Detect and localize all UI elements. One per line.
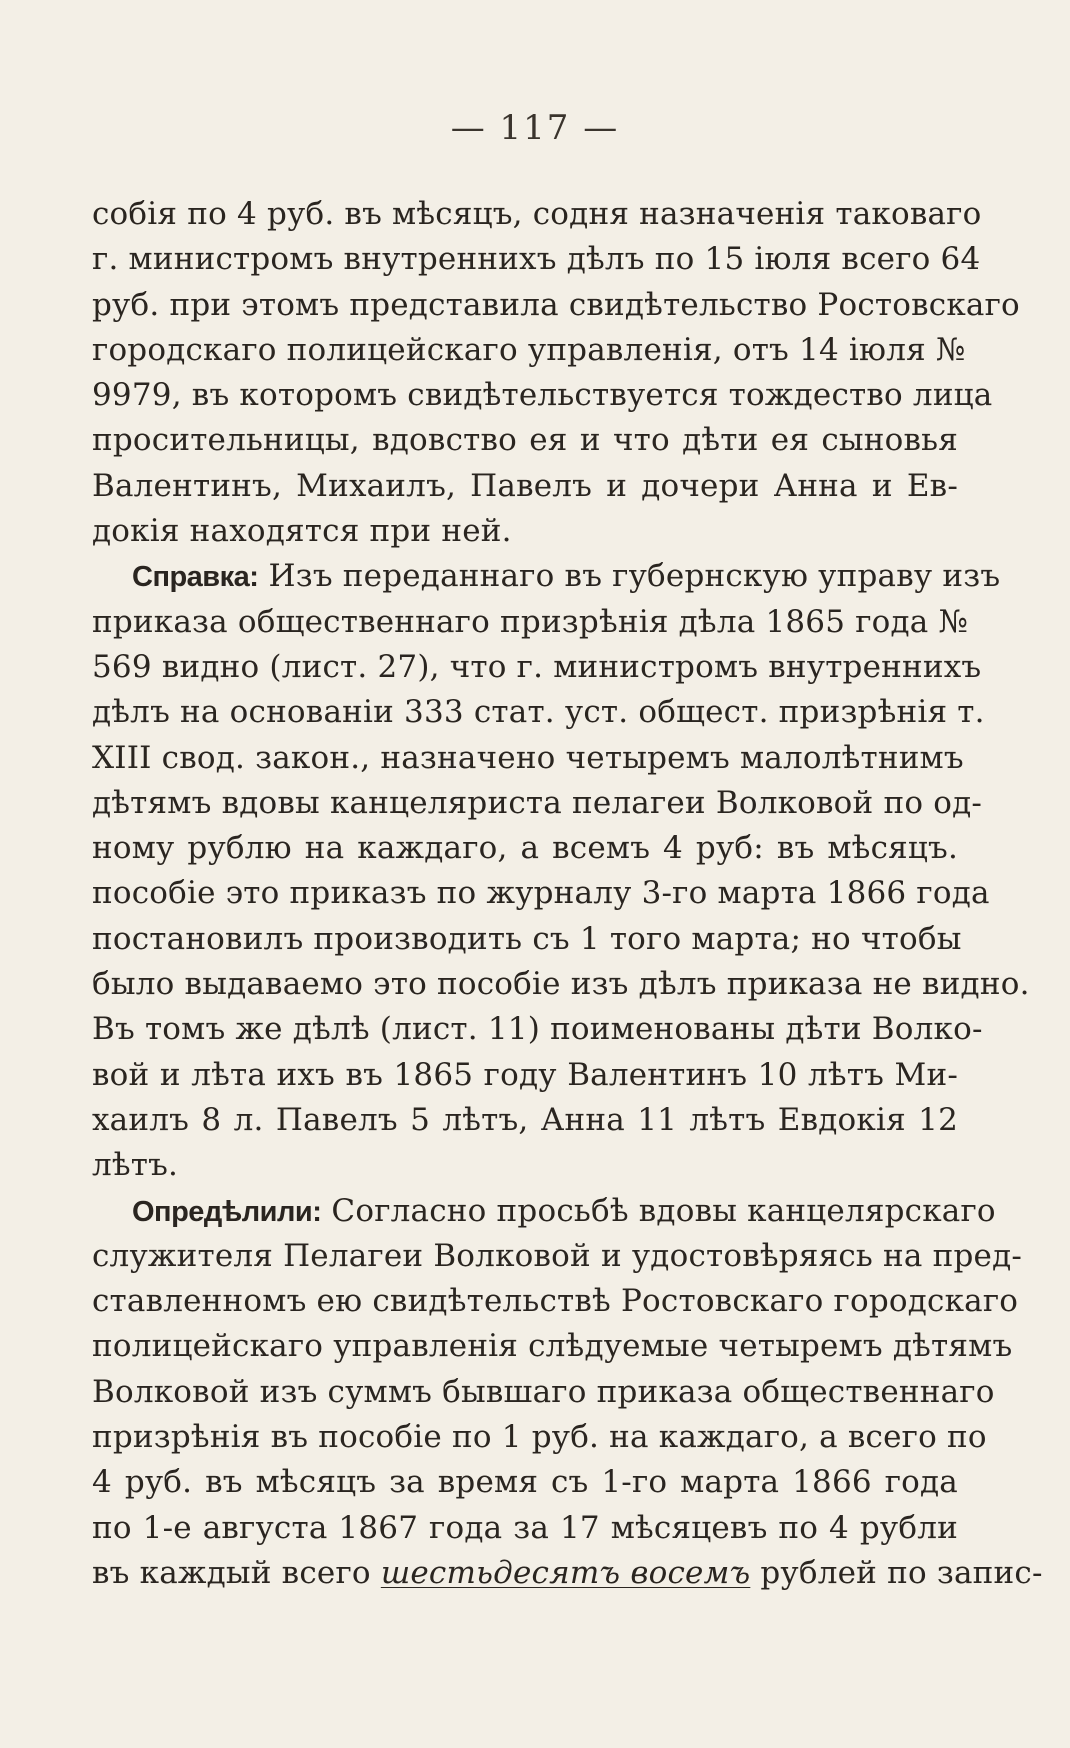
text-line: приказа общественнаго призрѣнія дѣла 1865 года № [92,603,969,640]
text-line: просительницы, вдовство ея и что дѣти ея сыновья [92,422,958,459]
text-line: 569 видно (лист. 27), что г. министромъ внутреннихъ [92,648,982,685]
text-line: докія находятся при ней. [92,513,512,550]
text-line: Валентинъ, Михаилъ, Павелъ и дочери Анна и Ев- [92,467,958,504]
text-line: призрѣнія въ пособіе по 1 руб. на каждаго, а всего по [92,1419,987,1456]
text-span: Согласно просьбѣ вдовы канцелярскаго [321,1192,996,1229]
text-line: лѣтъ. [92,1147,179,1184]
text-line: пособіе это приказъ по журналу 3-го марта 1866 года [92,875,990,912]
paragraph-first-line [92,1189,996,1234]
text-line: служителя Пелагеи Волковой и удостовѣряясь на пред- [92,1237,1023,1274]
text-line: ставленномъ ею свидѣтельствѣ Ростовскаго городскаго [92,1283,1019,1320]
section-heading-opredelili: Опредѣлили: [132,1195,322,1228]
text-line: руб. при этомъ представила свидѣтельство Ростовскаго [92,286,1020,323]
text-line: XIII свод. закон., назначено четыремъ малолѣтнимъ [92,739,964,776]
paragraph-first-line [92,554,1001,599]
text-line: 4 руб. въ мѣсяцъ за время съ 1-го марта 1866 года [92,1464,958,1501]
text-line: полицейскаго управленія слѣдуемые четыремъ дѣтямъ [92,1328,1013,1365]
text-span: Изъ переданнаго въ губернскую управу изъ [258,558,1001,595]
text-line: по 1-е августа 1867 года за 17 мѣсяцевъ по 4 рубли [92,1509,958,1546]
text-line: дѣтямъ вдовы канцеляриста пелагеи Волковой по од- [92,784,983,821]
text-line: Въ томъ же дѣлѣ (лист. 11) поименованы дѣти Волко- [92,1011,983,1048]
text-line: постановилъ производить съ 1 того марта; но чтобы [92,920,962,957]
text-line: хаилъ 8 л. Павелъ 5 лѣтъ, Анна 11 лѣтъ Евдокія 12 [92,1101,958,1138]
page-number: — 117 — [450,108,620,148]
body-text [92,192,1043,1596]
text-span: въ каждый всего [92,1554,381,1591]
text-span: рублей по запис- [750,1554,1043,1591]
text-line: городскаго полицейскаго управленія, отъ 14 іюля № [92,331,966,368]
paragraph-last-line [92,1551,1043,1596]
text-line: собія по 4 руб. въ мѣсяцъ, содня назначенія таковаго [92,196,982,232]
text-line: дѣлъ на основаніи 333 стат. уст. общест. призрѣнія т. [92,694,985,731]
text-line: 9979, въ которомъ свидѣтельствуется тождество лица [92,377,993,414]
text-line: было выдаваемо это пособіе изъ дѣлъ приказа не видно. [92,966,1030,1003]
text-line: г. министромъ внутреннихъ дѣлъ по 15 іюля всего 64 [92,241,981,278]
text-line: вой и лѣта ихъ въ 1865 году Валентинъ 10 лѣтъ Ми- [92,1056,958,1093]
emphasized-amount: шестьдесятъ восемъ [380,1554,751,1591]
section-heading-spravka: Справка: [132,561,259,594]
text-line: Волковой изъ суммъ бывшаго приказа общественнаго [92,1373,995,1410]
text-line: ному рублю на каждаго, а всемъ 4 руб: въ мѣсяцъ. [92,830,958,867]
